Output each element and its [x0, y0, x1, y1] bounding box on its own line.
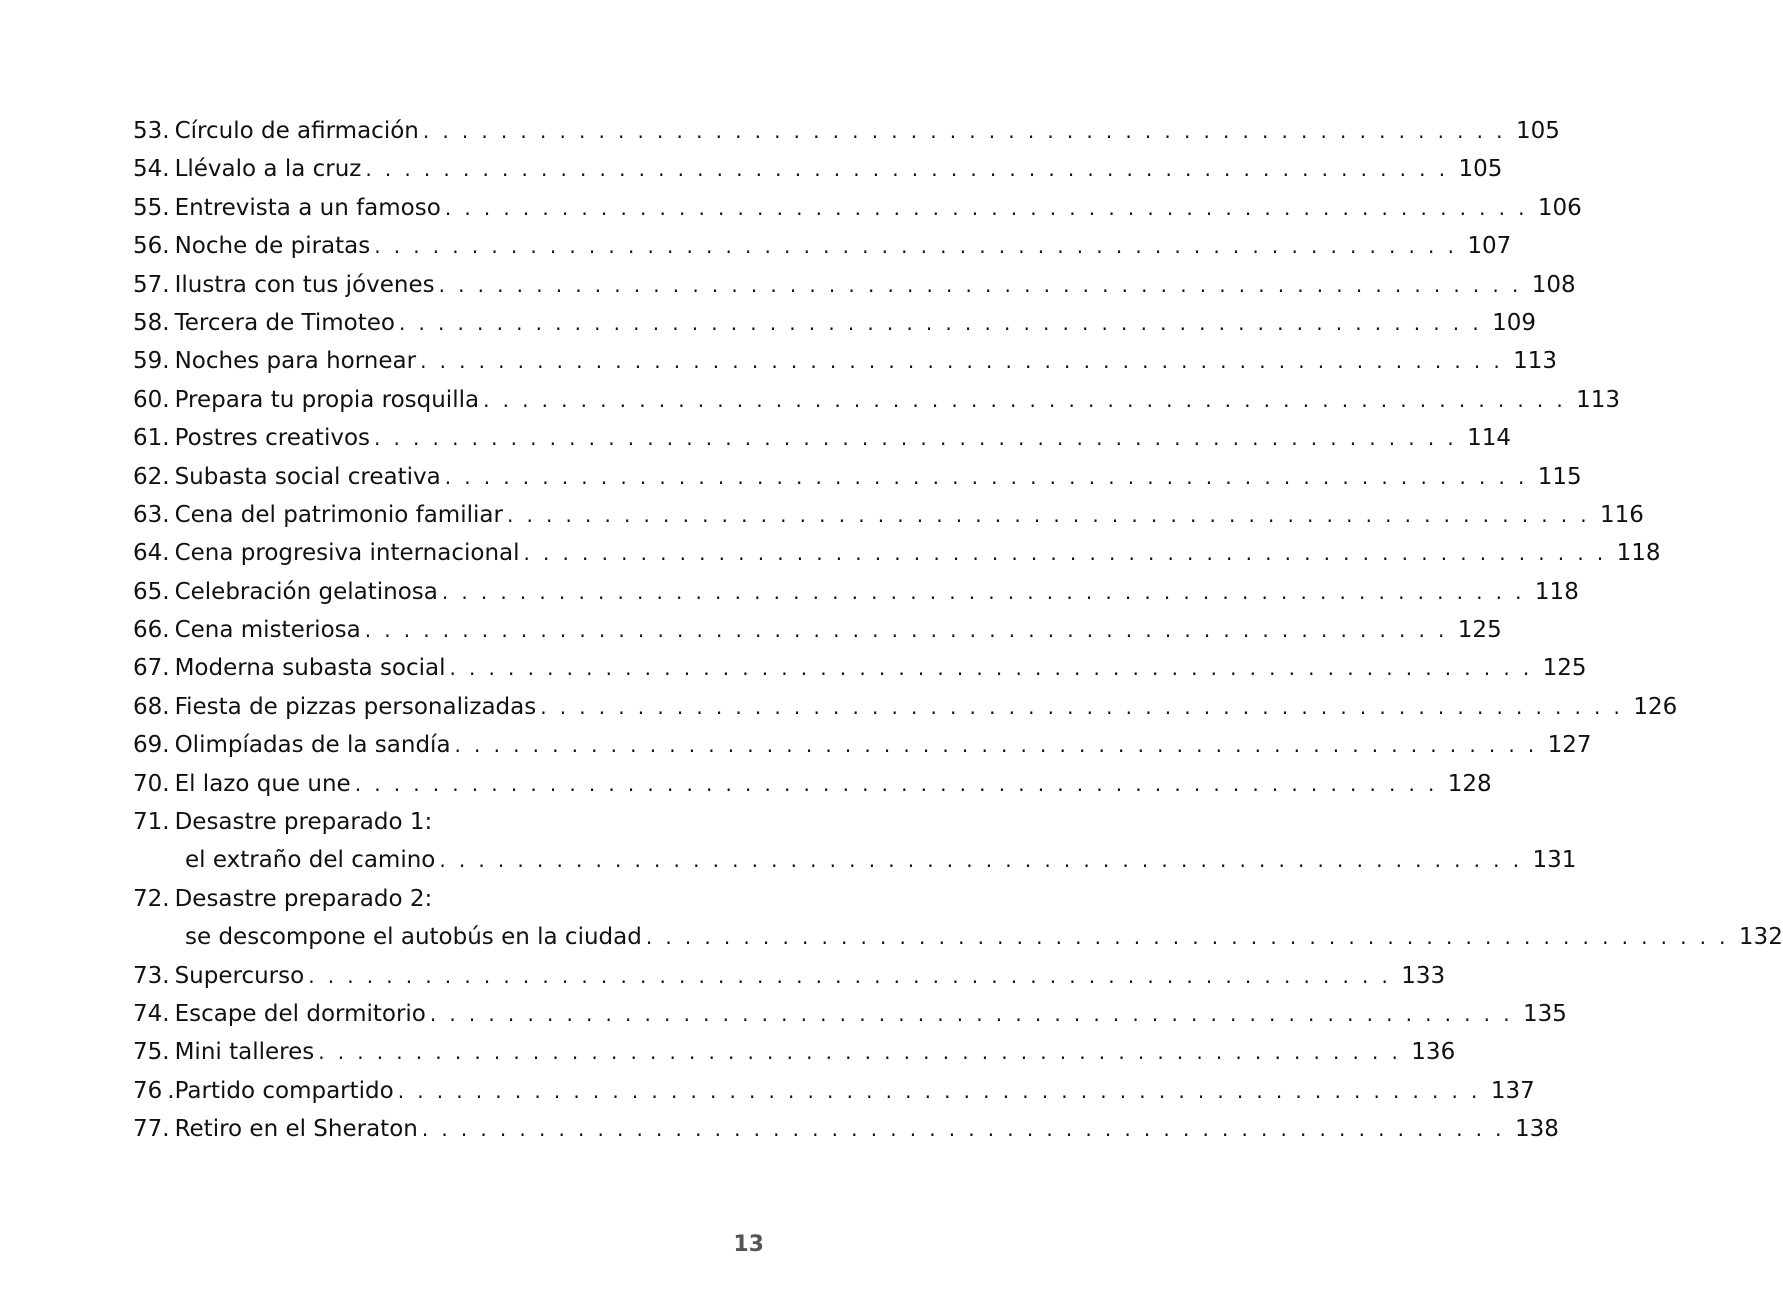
entry-number: 73.	[133, 962, 170, 989]
entry-title: Olimpíadas de la sandía	[174, 732, 451, 759]
entry-number: 62.	[133, 463, 170, 490]
toc-entry	[133, 304, 1536, 342]
toc-entry	[133, 381, 1621, 419]
entry-page: 138	[1514, 1116, 1559, 1143]
entry-page: 115	[1537, 463, 1582, 490]
toc-entry	[133, 649, 1587, 687]
dot-leader: . . . . . . . . . . . . . . . . . . . . . . . . . . . . . . . . . . . . . . . . . . . . . . . . . . . . . . . .	[397, 1078, 1481, 1103]
dot-leader: . . . . . . . . . . . . . . . . . . . . . . . . . . . . . . . . . . . . . . . . . . . . . . . . . . . . . . . .	[454, 733, 1538, 758]
entry-title: Prepara tu propia rosquilla	[174, 386, 480, 413]
dot-leader: . . . . . . . . . . . . . . . . . . . . . . . . . . . . . . . . . . . . . . . . . . . . . . . . . . . . . . . .	[421, 1117, 1505, 1142]
dot-leader: . . . . . . . . . . . . . . . . . . . . . . . . . . . . . . . . . . . . . . . . . . . . . . . . . . . . . . . .	[540, 694, 1624, 719]
entry-title: Noches para hornear	[174, 348, 417, 375]
toc-entry	[133, 957, 1446, 995]
entry-title: .Partido compartido	[167, 1077, 394, 1104]
entry-title: Cena progresiva internacional	[174, 540, 520, 567]
entry-number: 68.	[133, 693, 170, 720]
table-of-contents	[133, 112, 1783, 1149]
entry-page: 106	[1537, 194, 1582, 221]
entry-number: 65.	[133, 578, 170, 605]
entry-title: Tercera de Timoteo	[174, 309, 395, 336]
entry-title: Entrevista a un famoso	[174, 194, 441, 221]
entry-title: Moderna subasta social	[174, 655, 446, 682]
entry-title: El lazo que une	[174, 770, 351, 797]
entry-page: 135	[1522, 1000, 1567, 1027]
dot-leader: . . . . . . . . . . . . . . . . . . . . . . . . . . . . . . . . . . . . . . . . . . . . . . . . . . . . . . . .	[506, 502, 1591, 527]
entry-number: 64.	[133, 540, 170, 567]
entry-title: Celebración gelatinosa	[174, 578, 438, 605]
dot-leader: . . . . . . . . . . . . . . . . . . . . . . . . . . . . . . . . . . . . . . . . . . . . . . . . . . . . . . . .	[365, 157, 1449, 182]
dot-leader: . . . . . . . . . . . . . . . . . . . . . . . . . . . . . . . . . . . . . . . . . . . . . . . . . . . . . . . .	[441, 579, 1525, 604]
dot-leader: . . . . . . . . . . . . . . . . . . . . . . . . . . . . . . . . . . . . . . . . . . . . . . . . . . . . . . . .	[429, 1001, 1513, 1026]
entry-number: 53.	[133, 118, 170, 144]
entry-page: 105	[1515, 118, 1560, 144]
dot-leader: . . . . . . . . . . . . . . . . . . . . . . . . . . . . . . . . . . . . . . . . . . . . . . . . . . . . . . . .	[364, 618, 1448, 643]
toc-entry	[133, 419, 1511, 457]
entry-title: Cena del patrimonio familiar	[174, 501, 503, 528]
entry-title: Retiro en el Sheraton	[174, 1116, 418, 1143]
entry-number: 61.	[133, 425, 170, 452]
toc-entry	[133, 189, 1582, 227]
entry-page: 113	[1576, 386, 1621, 413]
entry-number: 54.	[133, 156, 170, 183]
dot-leader: . . . . . . . . . . . . . . . . . . . . . . . . . . . . . . . . . . . . . . . . . . . . . . . . . . . . . . . .	[449, 656, 1533, 681]
dot-leader: . . . . . . . . . . . . . . . . . . . . . . . . . . . . . . . . . . . . . . . . . . . . . . . . . . . . . . . .	[444, 464, 1528, 489]
dot-leader: . . . . . . . . . . . . . . . . . . . . . . . . . . . . . . . . . . . . . . . . . . . . . . . . . . . . . . . .	[399, 310, 1483, 335]
entry-page: 125	[1542, 655, 1587, 682]
entry-page: 125	[1457, 617, 1502, 644]
toc-entry	[133, 1110, 1559, 1148]
entry-title: Postres creativos	[174, 425, 371, 452]
entry-number: 70.	[133, 770, 170, 797]
toc-entry	[133, 726, 1592, 764]
entry-title: Escape del dormitorio	[174, 1000, 426, 1027]
entry-number: 66.	[133, 617, 170, 644]
entry-number: 67.	[133, 655, 170, 682]
toc-entry	[133, 611, 1502, 649]
entry-title: Llévalo a la cruz	[174, 156, 362, 183]
entry-title: Ilustra con tus jóvenes	[174, 271, 435, 298]
entry-title-continuation: el extraño del camino	[185, 847, 436, 874]
dot-leader: . . . . . . . . . . . . . . . . . . . . . . . . . . . . . . . . . . . . . . . . . . . . . . . . . . . . . . . .	[444, 195, 1528, 220]
dot-leader: . . . . . . . . . . . . . . . . . . . . . . . . . . . . . . . . . . . . . . . . . . . . . . . . . . . . . . . .	[420, 349, 1504, 374]
toc-entry	[133, 458, 1582, 496]
toc-entry-continuation	[133, 841, 1577, 879]
entry-page: 113	[1513, 348, 1558, 375]
entry-page: 105	[1458, 156, 1503, 183]
page-number: 13	[733, 1232, 764, 1257]
toc-entry	[133, 150, 1503, 188]
entry-number: 57.	[133, 271, 170, 298]
entry-title: Mini talleres	[174, 1039, 315, 1066]
entry-number: 63.	[133, 501, 170, 528]
entry-page: 118	[1616, 540, 1661, 567]
entry-title: Noche de piratas	[174, 233, 371, 260]
toc-entry	[133, 342, 1558, 380]
entry-number: 77.	[133, 1116, 170, 1143]
toc-entry	[133, 1033, 1456, 1071]
entry-number: 58.	[133, 309, 170, 336]
dot-leader: . . . . . . . . . . . . . . . . . . . . . . . . . . . . . . . . . . . . . . . . . . . . . . . . . . . . . . . .	[422, 119, 1506, 143]
entry-title: Círculo de afirmación	[174, 118, 419, 144]
toc-entry	[133, 1072, 1535, 1110]
entry-title: Cena misteriosa	[174, 617, 361, 644]
entry-page: 116	[1600, 501, 1644, 528]
entry-page: 108	[1531, 271, 1576, 298]
toc-entry	[133, 573, 1579, 611]
dot-leader: . . . . . . . . . . . . . . . . . . . . . . . . . . . . . . . . . . . . . . . . . . . . . . . . . . . . . . . .	[483, 387, 1567, 412]
entry-number: 56.	[133, 233, 170, 260]
toc-entry	[133, 803, 751, 841]
toc-entry	[133, 995, 1567, 1033]
entry-number: 60.	[133, 386, 170, 413]
toc-entry	[133, 227, 1512, 265]
dot-leader: . . . . . . . . . . . . . . . . . . . . . . . . . . . . . . . . . . . . . . . . . . . . . . . . . . . . . . . .	[318, 1040, 1402, 1065]
toc-entry-continuation	[133, 918, 1783, 956]
entry-number: 72.	[133, 885, 170, 912]
dot-leader: . . . . . . . . . . . . . . . . . . . . . . . . . . . . . . . . . . . . . . . . . . . . . . . . . . . . . . . .	[439, 848, 1523, 873]
dot-leader: . . . . . . . . . . . . . . . . . . . . . . . . . . . . . . . . . . . . . . . . . . . . . . . . . . . . . . . .	[308, 963, 1392, 988]
entry-page: 128	[1447, 770, 1492, 797]
entry-title: Desastre preparado 1:	[174, 809, 433, 836]
entry-page: 126	[1633, 693, 1678, 720]
toc-entry	[133, 266, 1576, 304]
entry-title: Supercurso	[174, 962, 305, 989]
dot-leader: . . . . . . . . . . . . . . . . . . . . . . . . . . . . . . . . . . . . . . . . . . . . . . . . . . . . . . . .	[645, 925, 1729, 950]
entry-number: 69.	[133, 732, 170, 759]
dot-leader: . . . . . . . . . . . . . . . . . . . . . . . . . . . . . . . . . . . . . . . . . . . . . . . . . . . . . . . .	[374, 234, 1458, 259]
entry-page: 118	[1534, 578, 1579, 605]
entry-page: 107	[1467, 233, 1512, 260]
entry-page: 127	[1547, 732, 1592, 759]
entry-page: 109	[1492, 309, 1536, 336]
entry-number: 71.	[133, 809, 170, 836]
toc-entry	[133, 496, 1644, 534]
entry-number: 75.	[133, 1039, 170, 1066]
entry-title-continuation: se descompone el autobús en la ciudad	[185, 924, 642, 951]
toc-entry	[133, 534, 1661, 572]
entry-page: 137	[1490, 1077, 1535, 1104]
entry-title: Subasta social creativa	[174, 463, 441, 490]
entry-number: 59.	[133, 348, 170, 375]
dot-leader: . . . . . . . . . . . . . . . . . . . . . . . . . . . . . . . . . . . . . . . . . . . . . . . . . . . . . . . .	[354, 771, 1438, 796]
entry-number: 76	[133, 1077, 163, 1104]
entry-page: 114	[1467, 425, 1511, 452]
toc-entry	[133, 765, 1492, 803]
dot-leader: . . . . . . . . . . . . . . . . . . . . . . . . . . . . . . . . . . . . . . . . . . . . . . . . . . . . . . . .	[523, 541, 1607, 566]
toc-entry	[133, 688, 1678, 726]
entry-page: 136	[1411, 1039, 1456, 1066]
entry-title: Fiesta de pizzas personalizadas	[174, 693, 537, 720]
entry-number: 74.	[133, 1000, 170, 1027]
toc-entry	[133, 880, 751, 918]
toc-entry	[133, 112, 1560, 150]
entry-number: 55.	[133, 194, 170, 221]
dot-leader: . . . . . . . . . . . . . . . . . . . . . . . . . . . . . . . . . . . . . . . . . . . . . . . . . . . . . . . .	[374, 426, 1458, 451]
dot-leader: . . . . . . . . . . . . . . . . . . . . . . . . . . . . . . . . . . . . . . . . . . . . . . . . . . . . . . . .	[438, 272, 1522, 297]
entry-title: Desastre preparado 2:	[174, 885, 433, 912]
entry-page: 132	[1738, 924, 1783, 951]
entry-page: 133	[1401, 962, 1446, 989]
entry-page: 131	[1532, 847, 1577, 874]
